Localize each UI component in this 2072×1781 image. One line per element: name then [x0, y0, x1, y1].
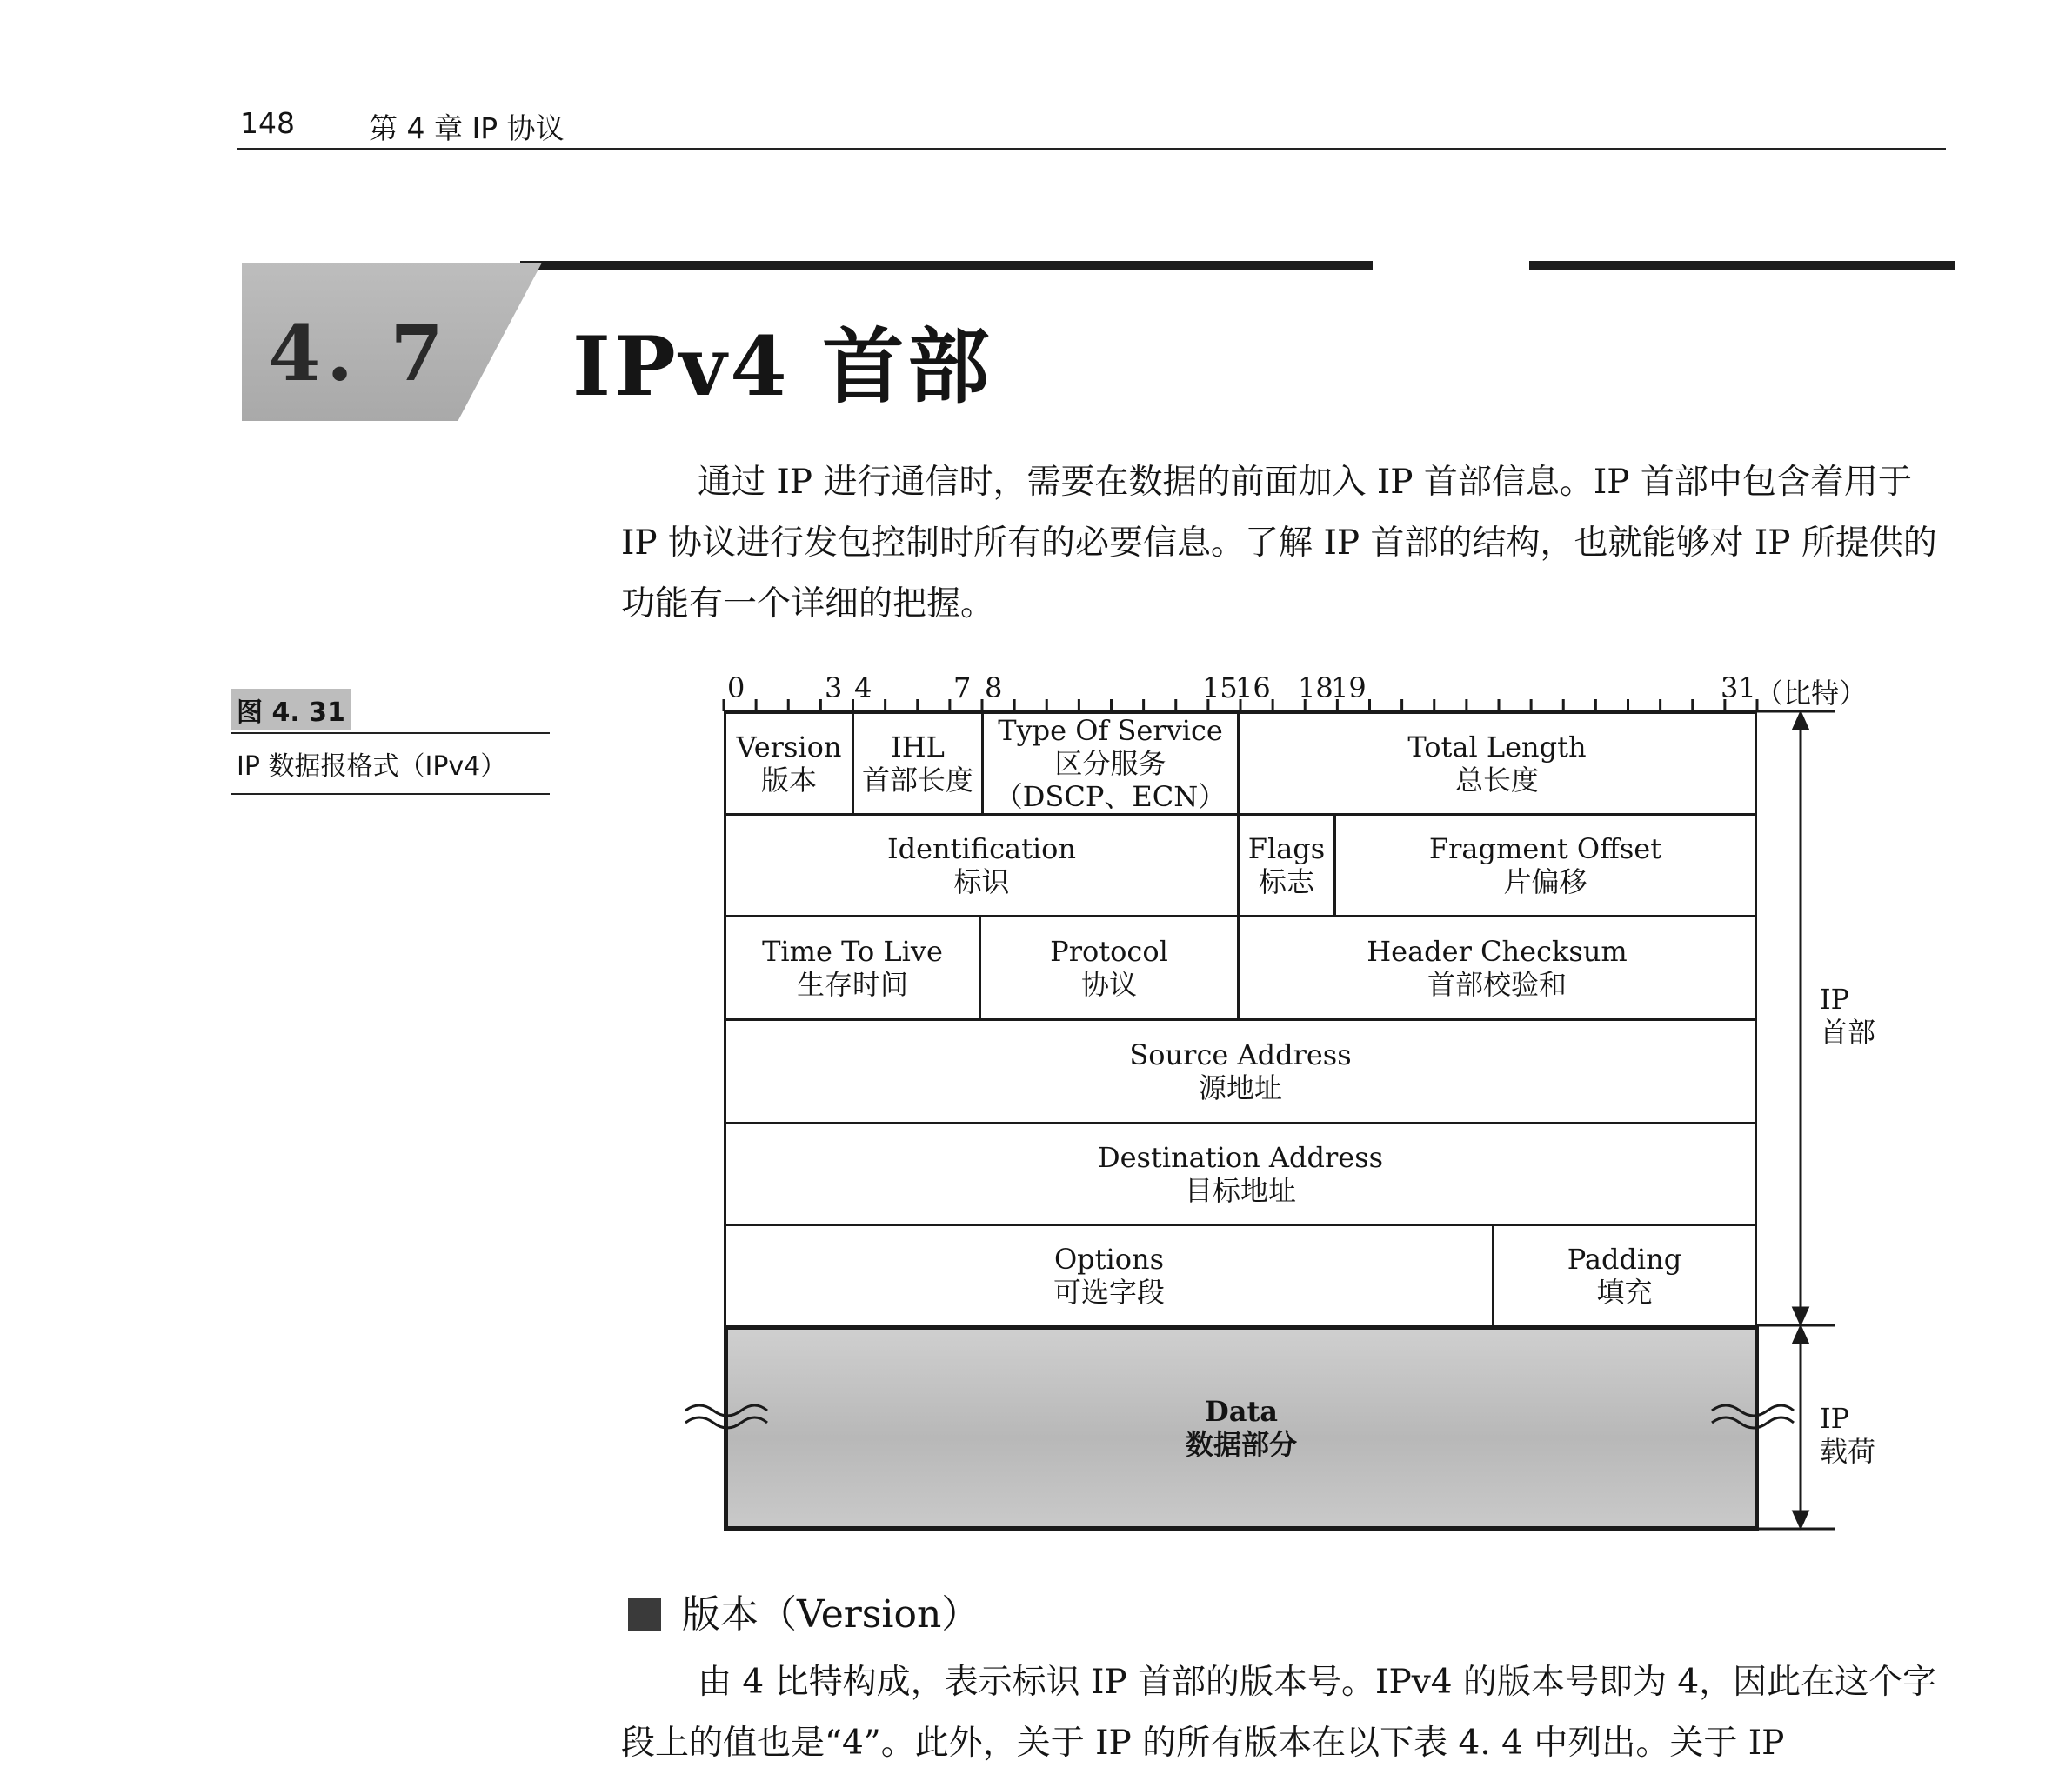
field-data-cn: 数据部分	[1185, 1428, 1297, 1461]
body-paragraph: 由 4 比特构成，表示标识 IP 首部的版本号。IPv4 的版本号即为 4，因此在这个字段上的值也是“4”。此外，关于 IP 的所有版本在以下表 4. 4 中列出。关于 IP	[621, 1663, 1937, 1763]
bit-label-8: 8	[985, 671, 1003, 704]
bit-label-0: 0	[727, 671, 745, 704]
bit-label-4: 4	[854, 671, 872, 704]
field-ttl-cn: 生存时间	[796, 968, 908, 1001]
field-identification-cn: 标识	[953, 865, 1010, 898]
field-options-cn: 可选字段	[1053, 1276, 1165, 1309]
bit-label-16: 16	[1235, 671, 1271, 704]
field-flags-cn: 标志	[1258, 865, 1314, 898]
bit-label-19: 19	[1331, 671, 1367, 704]
field-checksum-en: Header Checksum	[1367, 935, 1628, 968]
figure-caption-text: IP 数据报格式（IPv4）	[231, 734, 550, 795]
field-source-cn: 源地址	[1198, 1071, 1282, 1104]
subsection-title: 版本（Version）	[682, 1592, 980, 1637]
field-data-en: Data	[1205, 1395, 1278, 1428]
field-flags-en: Flags	[1247, 832, 1326, 865]
break-mark-right	[1712, 1405, 1794, 1428]
bit-label-18: 18	[1298, 671, 1333, 704]
field-options-en: Options	[1053, 1243, 1165, 1276]
ip-payload-label-line2: 载荷	[1820, 1435, 1876, 1468]
field-source-en: Source Address	[1129, 1038, 1352, 1071]
bit-unit-label: （比特）	[1755, 677, 1868, 710]
field-checksum-cn: 首部校验和	[1427, 968, 1567, 1001]
field-tos-cn: 区分服务	[1054, 747, 1166, 780]
field-ihl-cn: 首部长度	[861, 764, 973, 797]
heading-bullet-icon	[628, 1598, 661, 1631]
field-padding-en: Padding	[1567, 1243, 1682, 1276]
section-number: 4. 7	[268, 308, 449, 398]
field-total-length-en: Total Length	[1407, 730, 1587, 764]
ip-header-label-line1: IP	[1820, 983, 1850, 1016]
figure-label: 图 4. 31	[231, 689, 351, 730]
field-padding-cn: 填充	[1596, 1276, 1653, 1309]
section-banner	[242, 257, 1955, 423]
field-protocol-en: Protocol	[1050, 935, 1168, 968]
banner-rule	[520, 261, 1955, 270]
intro-paragraph: 通过 IP 进行通信时，需要在数据的前面加入 IP 首部信息。IP 首部中包含着用于 IP 协议进行发包控制时所有的必要信息。了解 IP 首部的结构，也就能够对 IP 所提供的功能有一个详细的把握。	[621, 463, 1937, 624]
running-header	[237, 103, 1946, 150]
field-total-length-cn: 总长度	[1454, 764, 1539, 797]
field-version-cn: 版本	[760, 764, 817, 797]
figure-caption	[231, 689, 550, 795]
banner-rule-gap	[1373, 257, 1529, 275]
ipv4-header-diagram	[670, 661, 1905, 1539]
section-title: IPv4 首部	[572, 319, 993, 415]
diagram-annotations	[670, 661, 1905, 1539]
bit-label-31: 31	[1721, 671, 1756, 704]
ip-payload-label-line1: IP	[1820, 1402, 1850, 1435]
ip-header-label	[1820, 983, 1875, 1049]
ip-header-label-line2: 首部	[1820, 1016, 1876, 1049]
field-tos-en: Type Of Service	[998, 714, 1223, 747]
field-ihl-en: IHL	[891, 730, 945, 764]
field-ttl-en: Time To Live	[762, 935, 943, 968]
page-number: 148	[240, 106, 295, 140]
field-identification-en: Identification	[886, 832, 1077, 865]
field-tos-extra: （DSCP、ECN）	[994, 780, 1226, 813]
field-fragment-offset-en: Fragment Offset	[1428, 832, 1662, 865]
field-protocol-cn: 协议	[1080, 968, 1137, 1001]
bit-label-7: 7	[953, 671, 972, 704]
chapter-title: 第 4 章 IP 协议	[369, 111, 565, 145]
break-mark-left	[685, 1405, 767, 1428]
field-version-en: Version	[736, 730, 842, 764]
bit-label-15: 15	[1202, 671, 1238, 704]
bit-label-3: 3	[825, 671, 843, 704]
ip-payload-label	[1820, 1402, 1875, 1468]
field-fragment-offset-cn: 片偏移	[1503, 865, 1587, 898]
subsection-heading	[628, 1583, 979, 1638]
field-destination-en: Destination Address	[1097, 1141, 1384, 1174]
field-destination-cn: 目标地址	[1184, 1174, 1296, 1207]
